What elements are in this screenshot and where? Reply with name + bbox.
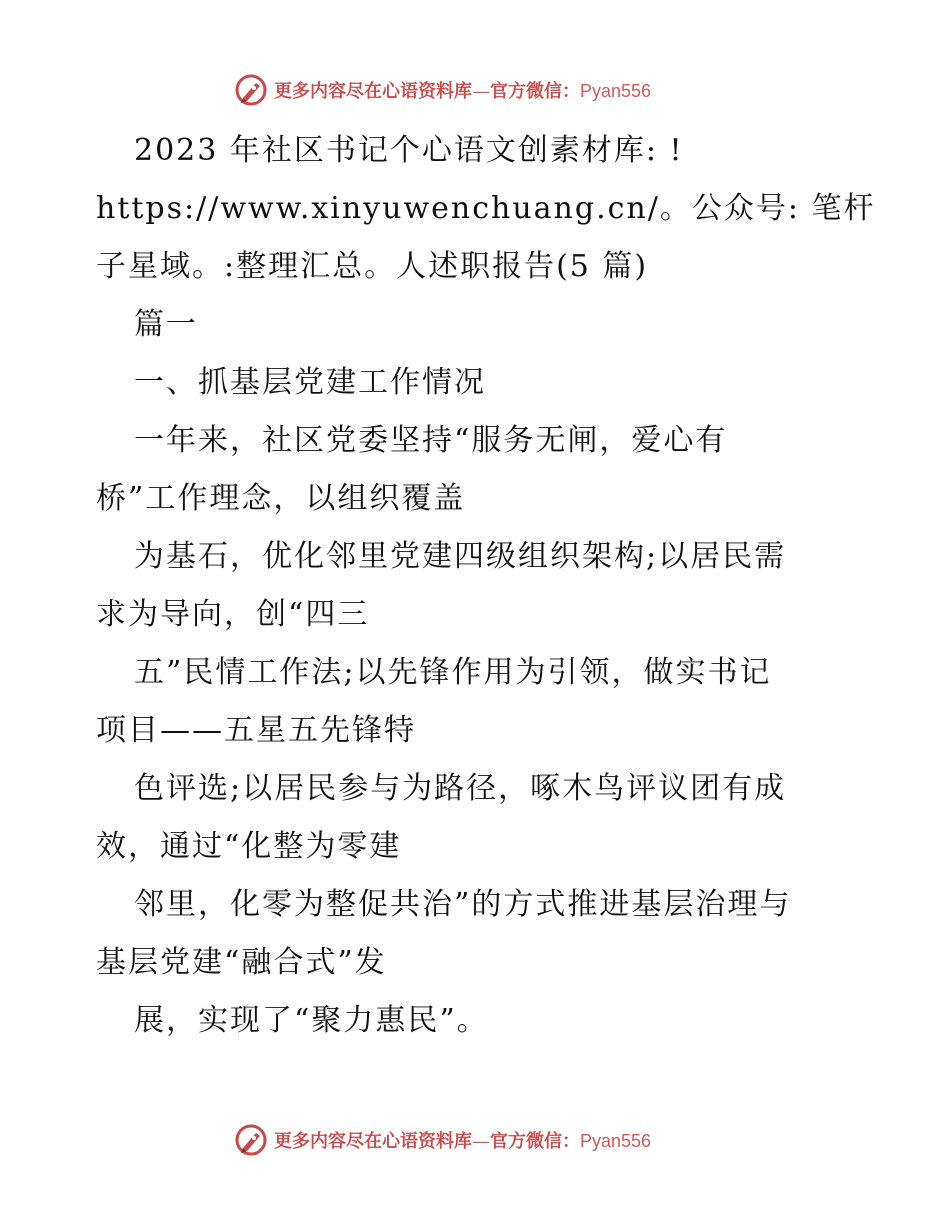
text-line: https://www.xinyuwenchuang.cn/。公众号: 笔杆 [96,191,876,226]
watermark-dash: — [472,1131,490,1152]
footer-watermark [234,1122,834,1158]
watermark-handle: Pyan556 [580,1131,652,1151]
text-line: 效，通过“化整为零建 [96,829,402,864]
watermark-text [274,77,651,103]
watermark-main: 更多内容尽在心语资料库 [274,1131,472,1152]
watermark-official: 官方微信： [490,81,580,102]
watermark-official: 官方微信： [490,1131,580,1152]
text-line: 展，实现了“聚力惠民”。 [134,1003,489,1038]
text-line: 求为导向，创“四三 [96,597,370,632]
text-line: 桥”工作理念，以组织覆盖 [96,481,466,516]
text-line: 五”民情工作法;以先锋作用为引领，做实书记 [134,655,772,690]
text-line: 基层党建“融合式”发 [96,945,387,980]
text-line: 一、抓基层党建工作情况 [134,365,486,400]
document-body [96,122,876,1050]
pen-logo-icon [234,73,268,107]
text-line: 子星域。:整理汇总。人述职报告(5 篇) [96,249,649,284]
text-line: 邻里，化零为整促共治”的方式推进基层治理与 [134,887,792,922]
header-watermark [234,72,834,108]
text-line: 2023 年社区书记个心语文创素材库: ! [134,133,684,168]
text-line: 为基石，优化邻里党建四级组织架构;以居民需 [134,539,787,574]
text-line: 一年来，社区党委坚持“服务无闸，爱心有 [134,423,728,458]
watermark-main: 更多内容尽在心语资料库 [274,81,472,102]
watermark-text [274,1127,651,1153]
watermark-handle: Pyan556 [580,81,652,101]
text-line: 色评选;以居民参与为路径，啄木鸟评议团有成 [134,771,787,806]
pen-logo-icon [234,1123,268,1157]
text-line: 篇一 [134,307,198,342]
text-line: 项目——五星五先锋特 [96,713,416,748]
watermark-dash: — [472,81,490,102]
